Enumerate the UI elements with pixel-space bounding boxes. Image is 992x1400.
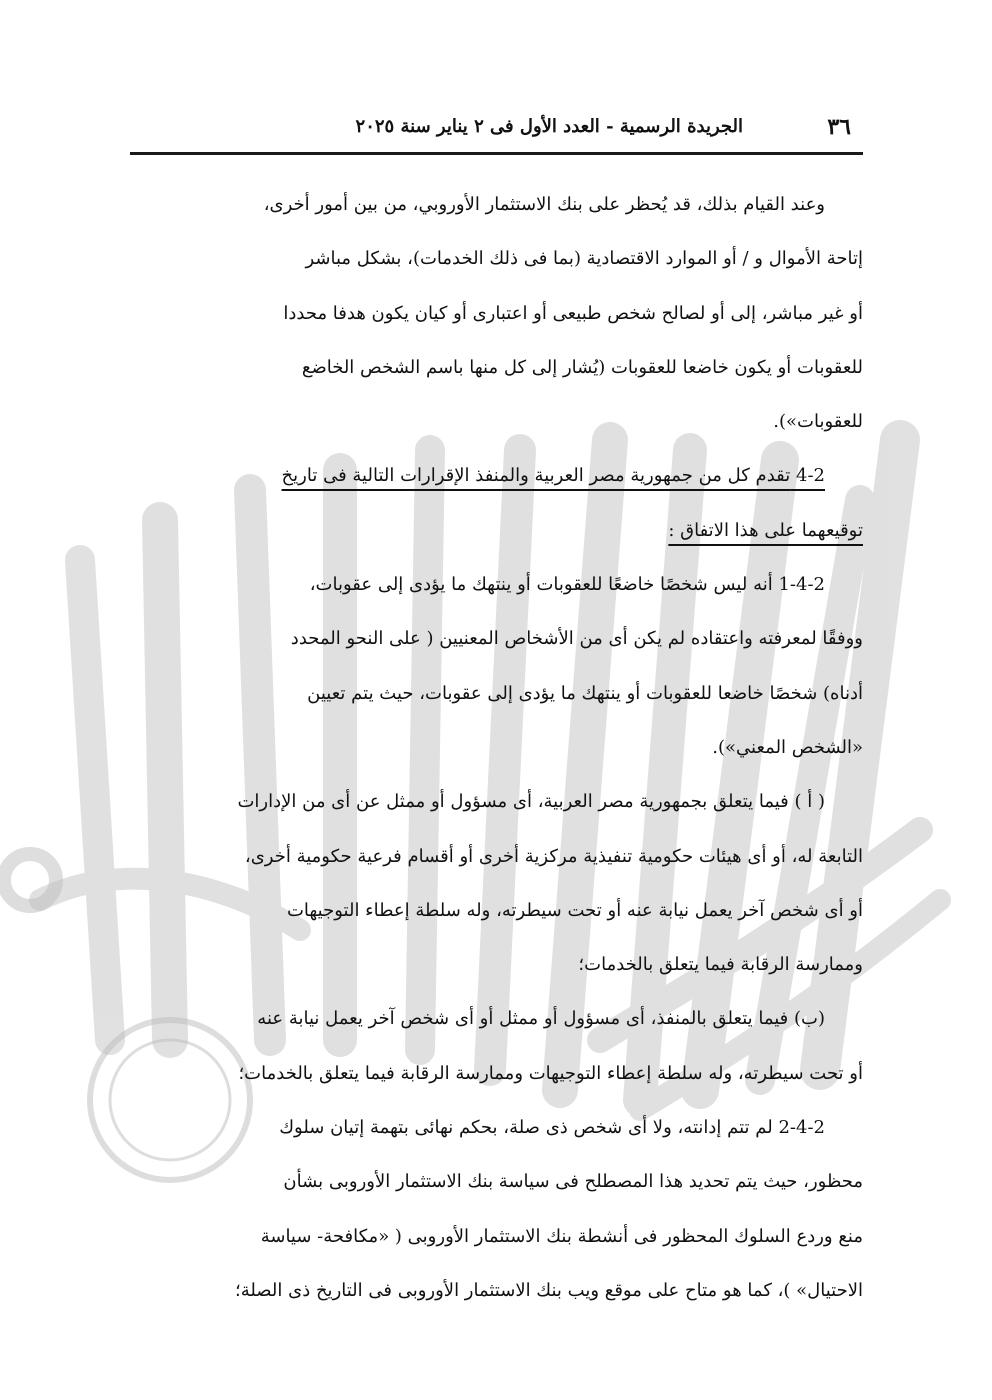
paragraph: وعند القيام بذلك، قد يُحظر على بنك الاستثمار الأوروبي، من بين أمور أخرى، إتاحة الأموال و / أو الموارد الاقتصادية (بما فى ذلك الخدمات)، بشكل مباشر أو غير مباشر، إلى أو لصالح شخص طبيعى أو اعتبارى أو كيان يكون هدفا محددا للعقوبات أو يكون خاضعا للعقوبات (يُشار إلى كل منها باسم الشخص الخاضع للعقوبات»). <box>263 194 863 433</box>
document-page <box>130 0 863 1400</box>
clause-number: 1-4-2 <box>778 574 825 596</box>
sub-item-b: (ب) فيما يتعلق بالمنفذ، أى مسؤول أو ممثل أو أى شخص آخر يعمل نيابة عنه أو تحت سيطرته، وله سلطة إعطاء التوجيهات وممارسة الرقابة فيما يتعلق بالخدمات؛ <box>238 1008 863 1084</box>
body-text <box>130 178 863 1318</box>
page-header <box>130 108 863 155</box>
sub-item-a: ( أ ) فيما يتعلق بجمهورية مصر العربية، أى مسؤول أو ممثل عن أى من الإدارات التابعة له، أو أى هيئات حكومية تنفيذية مركزية أخرى أو أقسام فرعية حكومية أخرى، أو أى شخص آخر يعمل نيابة عنه أو تحت سيطرته، وله سلطة إعطاء التوجيهات وممارسة الرقابة فيما يتعلق بالخدمات؛ <box>237 791 863 976</box>
page-number: ٣٦ <box>827 114 851 140</box>
clause-number: 4-2 <box>796 465 825 487</box>
header-title: الجريدة الرسمية - العدد الأول فى ٢ يناير سنة ٢٠٢٥ <box>355 116 743 137</box>
clause-4-2: 4-2 تقدم كل من جمهورية مصر العربية والمنفذ الإقرارات التالية فى تاريخ توقيعهما على هذا الاتفاق : <box>281 465 863 541</box>
clause-1-4-2: 1-4-2 أنه ليس شخصًا خاضعًا للعقوبات أو ينتهك ما يؤدى إلى عقوبات، ووفقًا لمعرفته واعتقاده لم يكن أى من الأشخاص المعنيين ( على النحو المحدد أدناه) شخصًا خاضعا للعقوبات أو ينتهك ما يؤدى إلى عقوبات، حيث يتم تعيين «الشخص المعني»). <box>290 574 863 758</box>
clause-2-4-2: 2-4-2 لم تتم إدانته، ولا أى شخص ذى صلة، بحكم نهائى بتهمة إتيان سلوك محظور، حيث يتم تحديد هذا المصطلح فى سياسة بنك الاستثمار الأوروبى بشأن منع وردع السلوك المحظور فى أنشطة بنك الاستثمار الأوروبى ( «مكافحة- سياسة الاحتيال» )، كما هو متاح على موقع ويب بنك الاستثمار الأوروبى فى التاريخ ذى الصلة؛ <box>234 1117 863 1301</box>
clause-number: 2-4-2 <box>778 1117 825 1139</box>
